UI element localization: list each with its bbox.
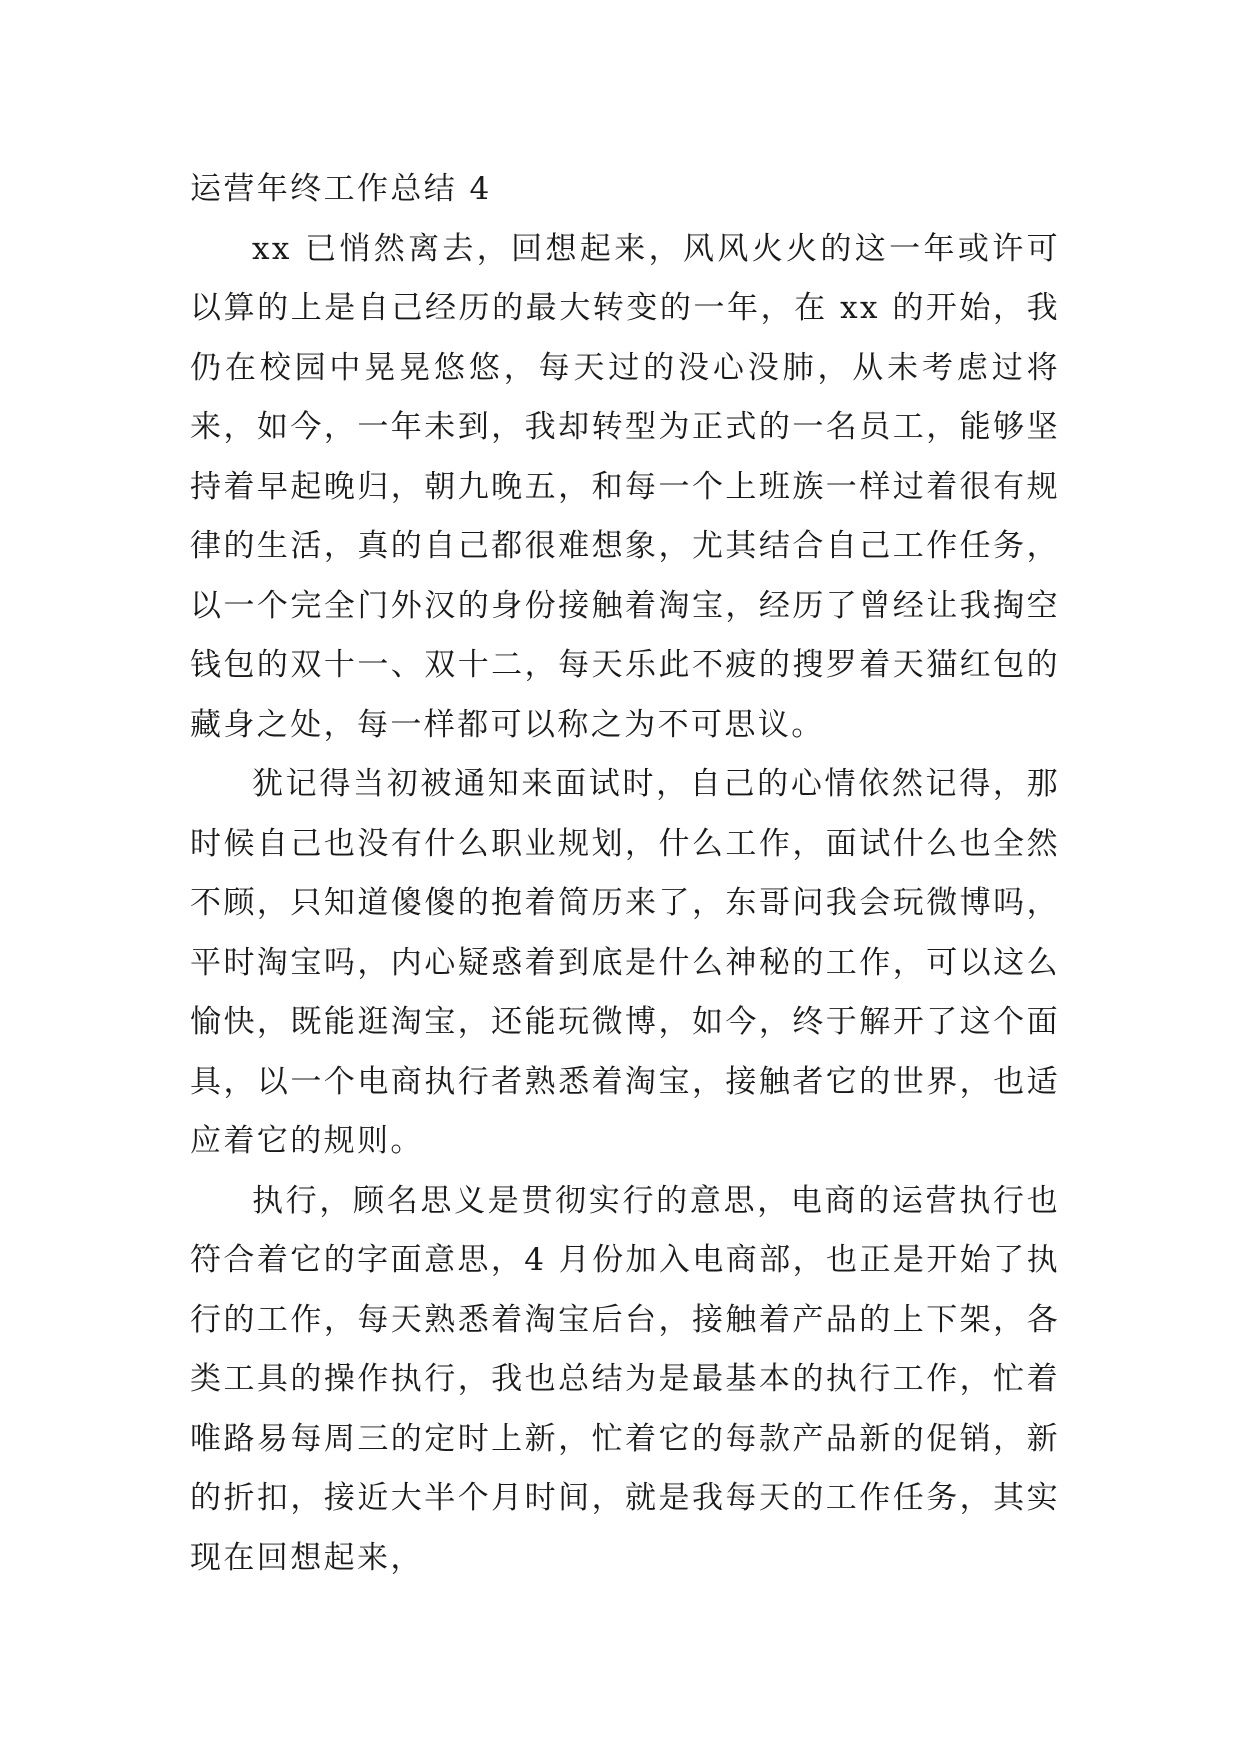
paragraph-2: 犹记得当初被通知来面试时，自己的心情依然记得，那时候自己也没有什么职业规划，什么工作，面试什么也全然不顾，只知道傻傻的抱着简历来了，东哥问我会玩微博吗，平时淘宝吗，内心疑惑着到底是什么神秘的工作，可以这么愉快，既能逛淘宝，还能玩微博，如今，终于解开了这个面具，以一个电商执行者熟悉着淘宝，接触者它的世界，也适应着它的规则。 bbox=[190, 766, 1060, 1159]
paragraph-1: xx 已悄然离去，回想起来，风风火火的这一年或许可以算的上是自己经历的最大转变的一年，在 xx 的开始，我仍在校园中晃晃悠悠，每天过的没心没肺，从未考虑过将来，如今，一年未到，我却转型为正式的一名员工，能够坚持着早起晚归，朝九晚五，和每一个上班族一样过着很有规律的生活，真的自己都很难想象，尤其结合自己工作任务，以一个完全门外汉的身份接触着淘宝，经历了曾经让我掏空钱包的双十一、双十二，每天乐此不疲的搜罗着天猫红包的藏身之处，每一样都可以称之为不可思议。 bbox=[190, 230, 1060, 743]
document-body bbox=[190, 160, 1060, 1588]
paragraph-3: 执行，顾名思义是贯彻实行的意思，电商的运营执行也符合着它的字面意思，4 月份加入电商部，也正是开始了执行的工作，每天熟悉着淘宝后台，接触着产品的上下架，各类工具的操作执行，我也总结为是最基本的执行工作，忙着唯路易每周三的定时上新，忙着它的每款产品新的促销，新的折扣，接近大半个月时间，就是我每天的工作任务，其实现在回想起来， bbox=[190, 1182, 1060, 1576]
document-title: 运营年终工作总结 4 bbox=[190, 171, 492, 207]
